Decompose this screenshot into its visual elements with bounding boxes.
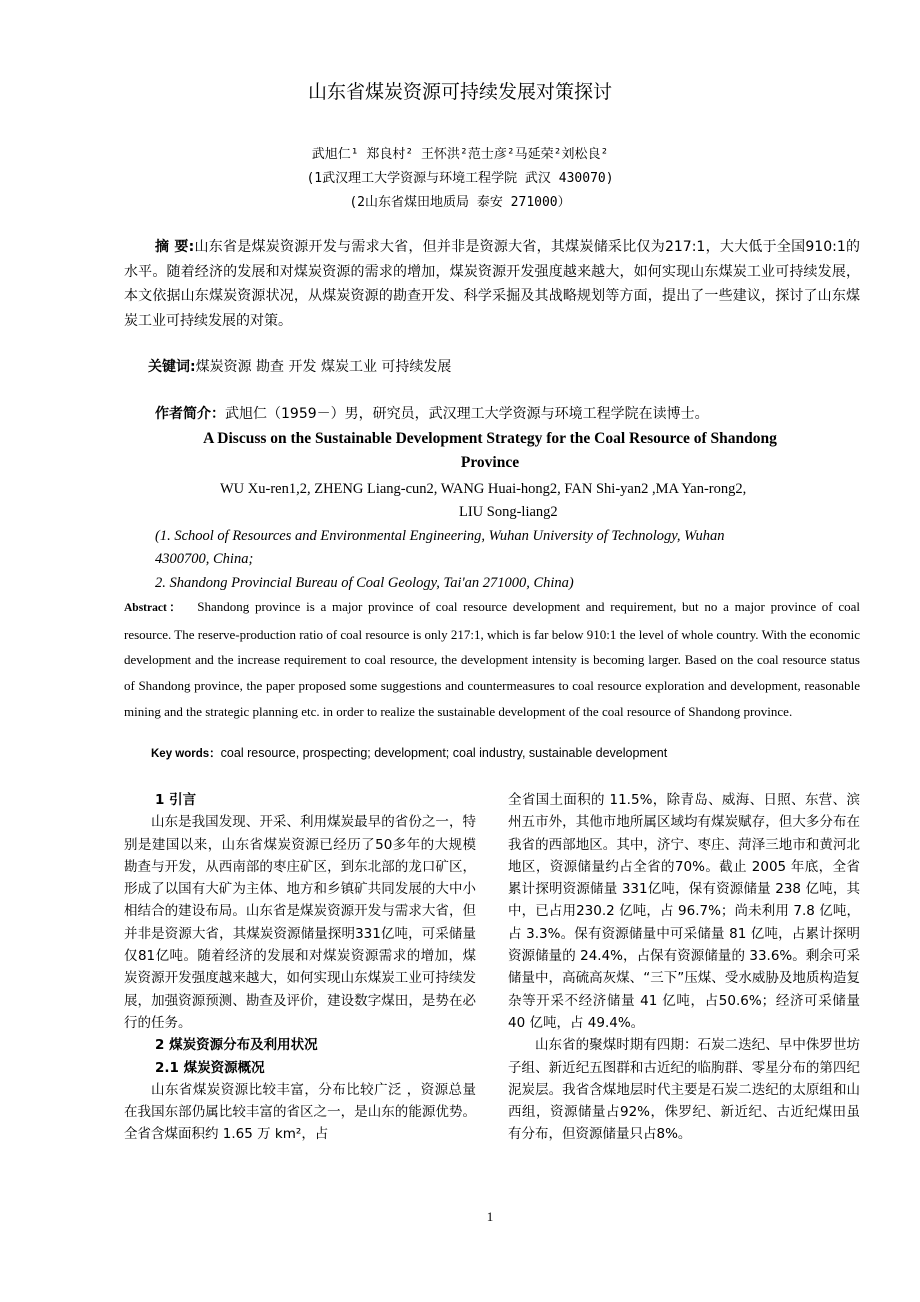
affiliation-cn-1: (1武汉理工大学资源与环境工程学院 武汉 430070) xyxy=(306,171,614,186)
section-1-paragraph: 山东是我国发现、开采、利用煤炭最早的省份之一，特别是建国以来，山东省煤炭资源已经历了50多年的大规模勘查与开发，从西南部的枣庄矿区，到东北部的龙口矿区，形成了以国有大矿为主体、地方和乡镇矿共同发展的大中小相结合的建设布局。山东省是煤炭资源开发与需求大省，但并非是资源大省，其煤炭资源储量探明331亿吨，可采储量仅81亿吨。随着经济的发展和对煤炭资源需求的增加，煤炭资源开发强度越来越大，如何实现山东煤炭工业可持续发展，加强资源预测、勘查及评价，建设数字煤田，是势在必行的任务。 xyxy=(124,814,476,1031)
left-column xyxy=(124,789,476,1146)
title-en-line-2: Province xyxy=(460,454,520,471)
section-2-1-paragraph: 山东省煤炭资源比较丰富，分布比较广泛 ，资源总量在我国东部仍属比较丰富的省区之一，是山东的能源优势。全省含煤面积约 1.65 万 km²，占 xyxy=(124,1081,476,1143)
keywords-cn-label: 关键词: xyxy=(148,359,196,375)
authors-en-line-1: WU Xu-ren1,2, ZHENG Liang-cun2, WANG Huai-hong2, FAN Shi-yan2 ,MA Yan-rong2, xyxy=(220,481,747,497)
page-number: 1 xyxy=(486,1209,494,1224)
section-2-1-heading: 2.1 煤炭资源概况 xyxy=(155,1059,265,1076)
keywords-en-text: coal resource, prospecting; development; coal industry, sustainable development xyxy=(220,746,668,760)
authors-en-line-2: LIU Song-liang2 xyxy=(459,504,558,520)
abstract-cn xyxy=(124,235,860,334)
abstract-en-label: Abstract： xyxy=(124,602,184,614)
section-1-heading: 1 引言 xyxy=(155,792,197,808)
author-bio xyxy=(155,402,709,427)
affiliation-en-1-cont: 4300700, China; xyxy=(155,551,254,567)
keywords-en xyxy=(151,742,667,761)
affiliation-en-2: 2. Shandong Provincial Bureau of Coal Geology, Tai'an 271000, China) xyxy=(155,575,574,591)
right-column xyxy=(508,789,860,1146)
abstract-cn-text: 山东省是煤炭资源开发与需求大省，但并非是资源大省，其煤炭储采比仅为217:1，大大低于全国910:1的水平。随着经济的发展和对煤炭资源的需求的增加，煤炭资源开发强度越来越大，如何实现山东煤炭工业可持续发展，本文依据山东煤炭资源状况，从煤炭资源的勘查开发、科学采掘及其战略规划等方面，提出了一些建议，探讨了山东煤炭工业可持续发展的对策。 xyxy=(124,239,860,330)
right-paragraph-2: 山东省的聚煤时期有四期：石炭二迭纪、早中侏罗世坊子组、新近纪五图群和古近纪的临朐群、零星分布的第四纪泥炭层。我省含煤地层时代主要是石炭二迭纪的太原组和山西组，资源储量占92%，侏罗纪、新近纪、古近纪煤田虽有分布，但资源储量只占8%。 xyxy=(508,1037,860,1143)
keywords-cn-text: 煤炭资源 勘查 开发 煤炭工业 可持续发展 xyxy=(195,359,452,375)
right-paragraph-1: 全省国土面积的 11.5%，除青岛、威海、日照、东营、滨州五市外，其他市地所属区域均有煤炭赋存，但大多分布在我省的西部地区。其中，济宁、枣庄、菏泽三地市和黄河北地区，资源储量约占全省的70%。截止 2005 年底，全省累计探明资源储量 331亿吨，保有资源储量 238 亿吨，其中，已占用230.2 亿吨，占 96.7%；尚未利用 7.8 亿吨，占 3.3%。保有资源储量中可采储量 81 亿吨，占累计探明资源储量的 24.4%，占保有资源储量的 33.6%。剩余可采储量中，高硫高灰煤、“三下”压煤、受水威胁及地质构造复杂等开采不经济储量 41 亿吨，占50.6%；经济可采储量 40 亿吨，占 49.4%。 xyxy=(508,792,860,1031)
affiliation-en-1: (1. School of Resources and Environmental Engineering, Wuhan University of Technology, Wuhan xyxy=(155,528,725,544)
author-bio-text: 武旭仁（1959－）男，研究员，武汉理工大学资源与环境工程学院在读博士。 xyxy=(225,406,709,422)
author-bio-label: 作者简介： xyxy=(155,406,225,422)
keywords-cn xyxy=(148,355,451,380)
affiliation-cn-2: (2山东省煤田地质局 泰安 271000） xyxy=(349,195,571,210)
authors-cn: 武旭仁¹ 郑良村² 王怀洪²范士彦²马延荣²刘松良² xyxy=(311,147,609,162)
paper-title: 山东省煤炭资源可持续发展对策探讨 xyxy=(307,81,612,103)
keywords-en-label: Key words： xyxy=(151,748,221,760)
abstract-cn-label: 摘 要: xyxy=(155,239,195,255)
section-2-heading: 2 煤炭资源分布及利用状况 xyxy=(155,1037,318,1054)
title-en-line-1: A Discuss on the Sustainable Development Strategy for the Coal Resource of Shandong xyxy=(203,430,777,447)
abstract-en xyxy=(124,594,860,725)
abstract-en-text: Shandong province is a major province of coal resource development and requirement, but no a major province of coal resource. The reserve-production ratio of coal resource is only 217:1, which is far below 910:1 the level of whole country. With the economic development and the increase requirement to coal resource, the development intensity is becoming larger. Based on the coal resource status of Shandong province, the paper proposed some suggestions and countermeasures to coal resource exploration and development, reasonable mining and the strategic planning etc. in order to realize the sustainable development of the coal resource of Shandong province. xyxy=(124,599,860,719)
